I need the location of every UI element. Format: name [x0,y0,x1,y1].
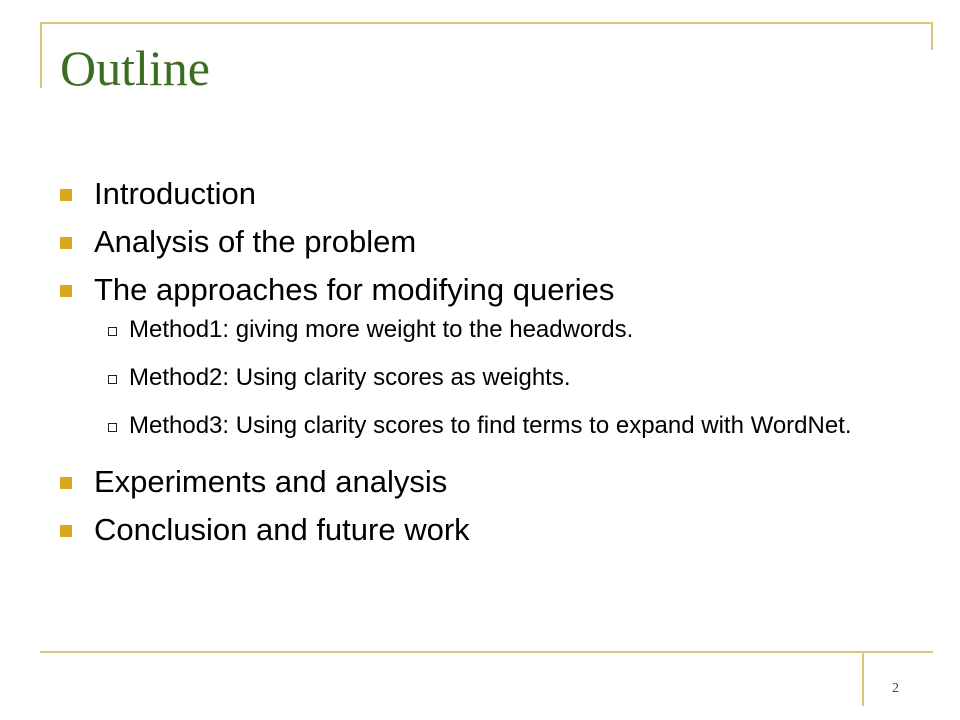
square-bullet-icon [60,189,72,201]
square-bullet-icon [60,285,72,297]
square-bullet-icon [60,525,72,537]
bottom-right-rule [862,651,864,706]
right-rule [931,22,933,50]
outline-item-label: The approaches for modifying queries [94,272,615,307]
outline-subitems [60,316,920,440]
outline-item-label: Analysis of the problem [94,224,417,259]
outline-item-approaches [60,268,920,312]
bottom-rule [40,651,933,653]
outline-list [60,172,920,556]
outline-item-label: Introduction [94,176,256,211]
outline-item-introduction [60,172,920,216]
outline-subitem-label: Method3: Using clarity scores to find terms to expand with WordNet. [129,412,852,439]
outline-subitem-label: Method1: giving more weight to the headwords. [129,316,634,343]
top-rule [40,22,933,24]
outline-subitem-method2 [60,364,920,392]
outline-subitem-label: Method2: Using clarity scores as weights. [129,364,571,391]
page-number: 2 [892,681,899,696]
outline-subitem-method1 [60,316,920,344]
outline-item-conclusion [60,508,920,552]
outline-item-label: Experiments and analysis [94,464,448,499]
hollow-square-bullet-icon [108,423,117,432]
outline-item-analysis [60,220,920,264]
outline-subitem-method3 [60,412,920,440]
hollow-square-bullet-icon [108,327,117,336]
square-bullet-icon [60,237,72,249]
outline-item-label: Conclusion and future work [94,512,470,547]
left-rule [40,22,42,88]
square-bullet-icon [60,477,72,489]
outline-item-experiments [60,460,920,504]
hollow-square-bullet-icon [108,375,117,384]
slide-title: Outline [60,40,210,96]
